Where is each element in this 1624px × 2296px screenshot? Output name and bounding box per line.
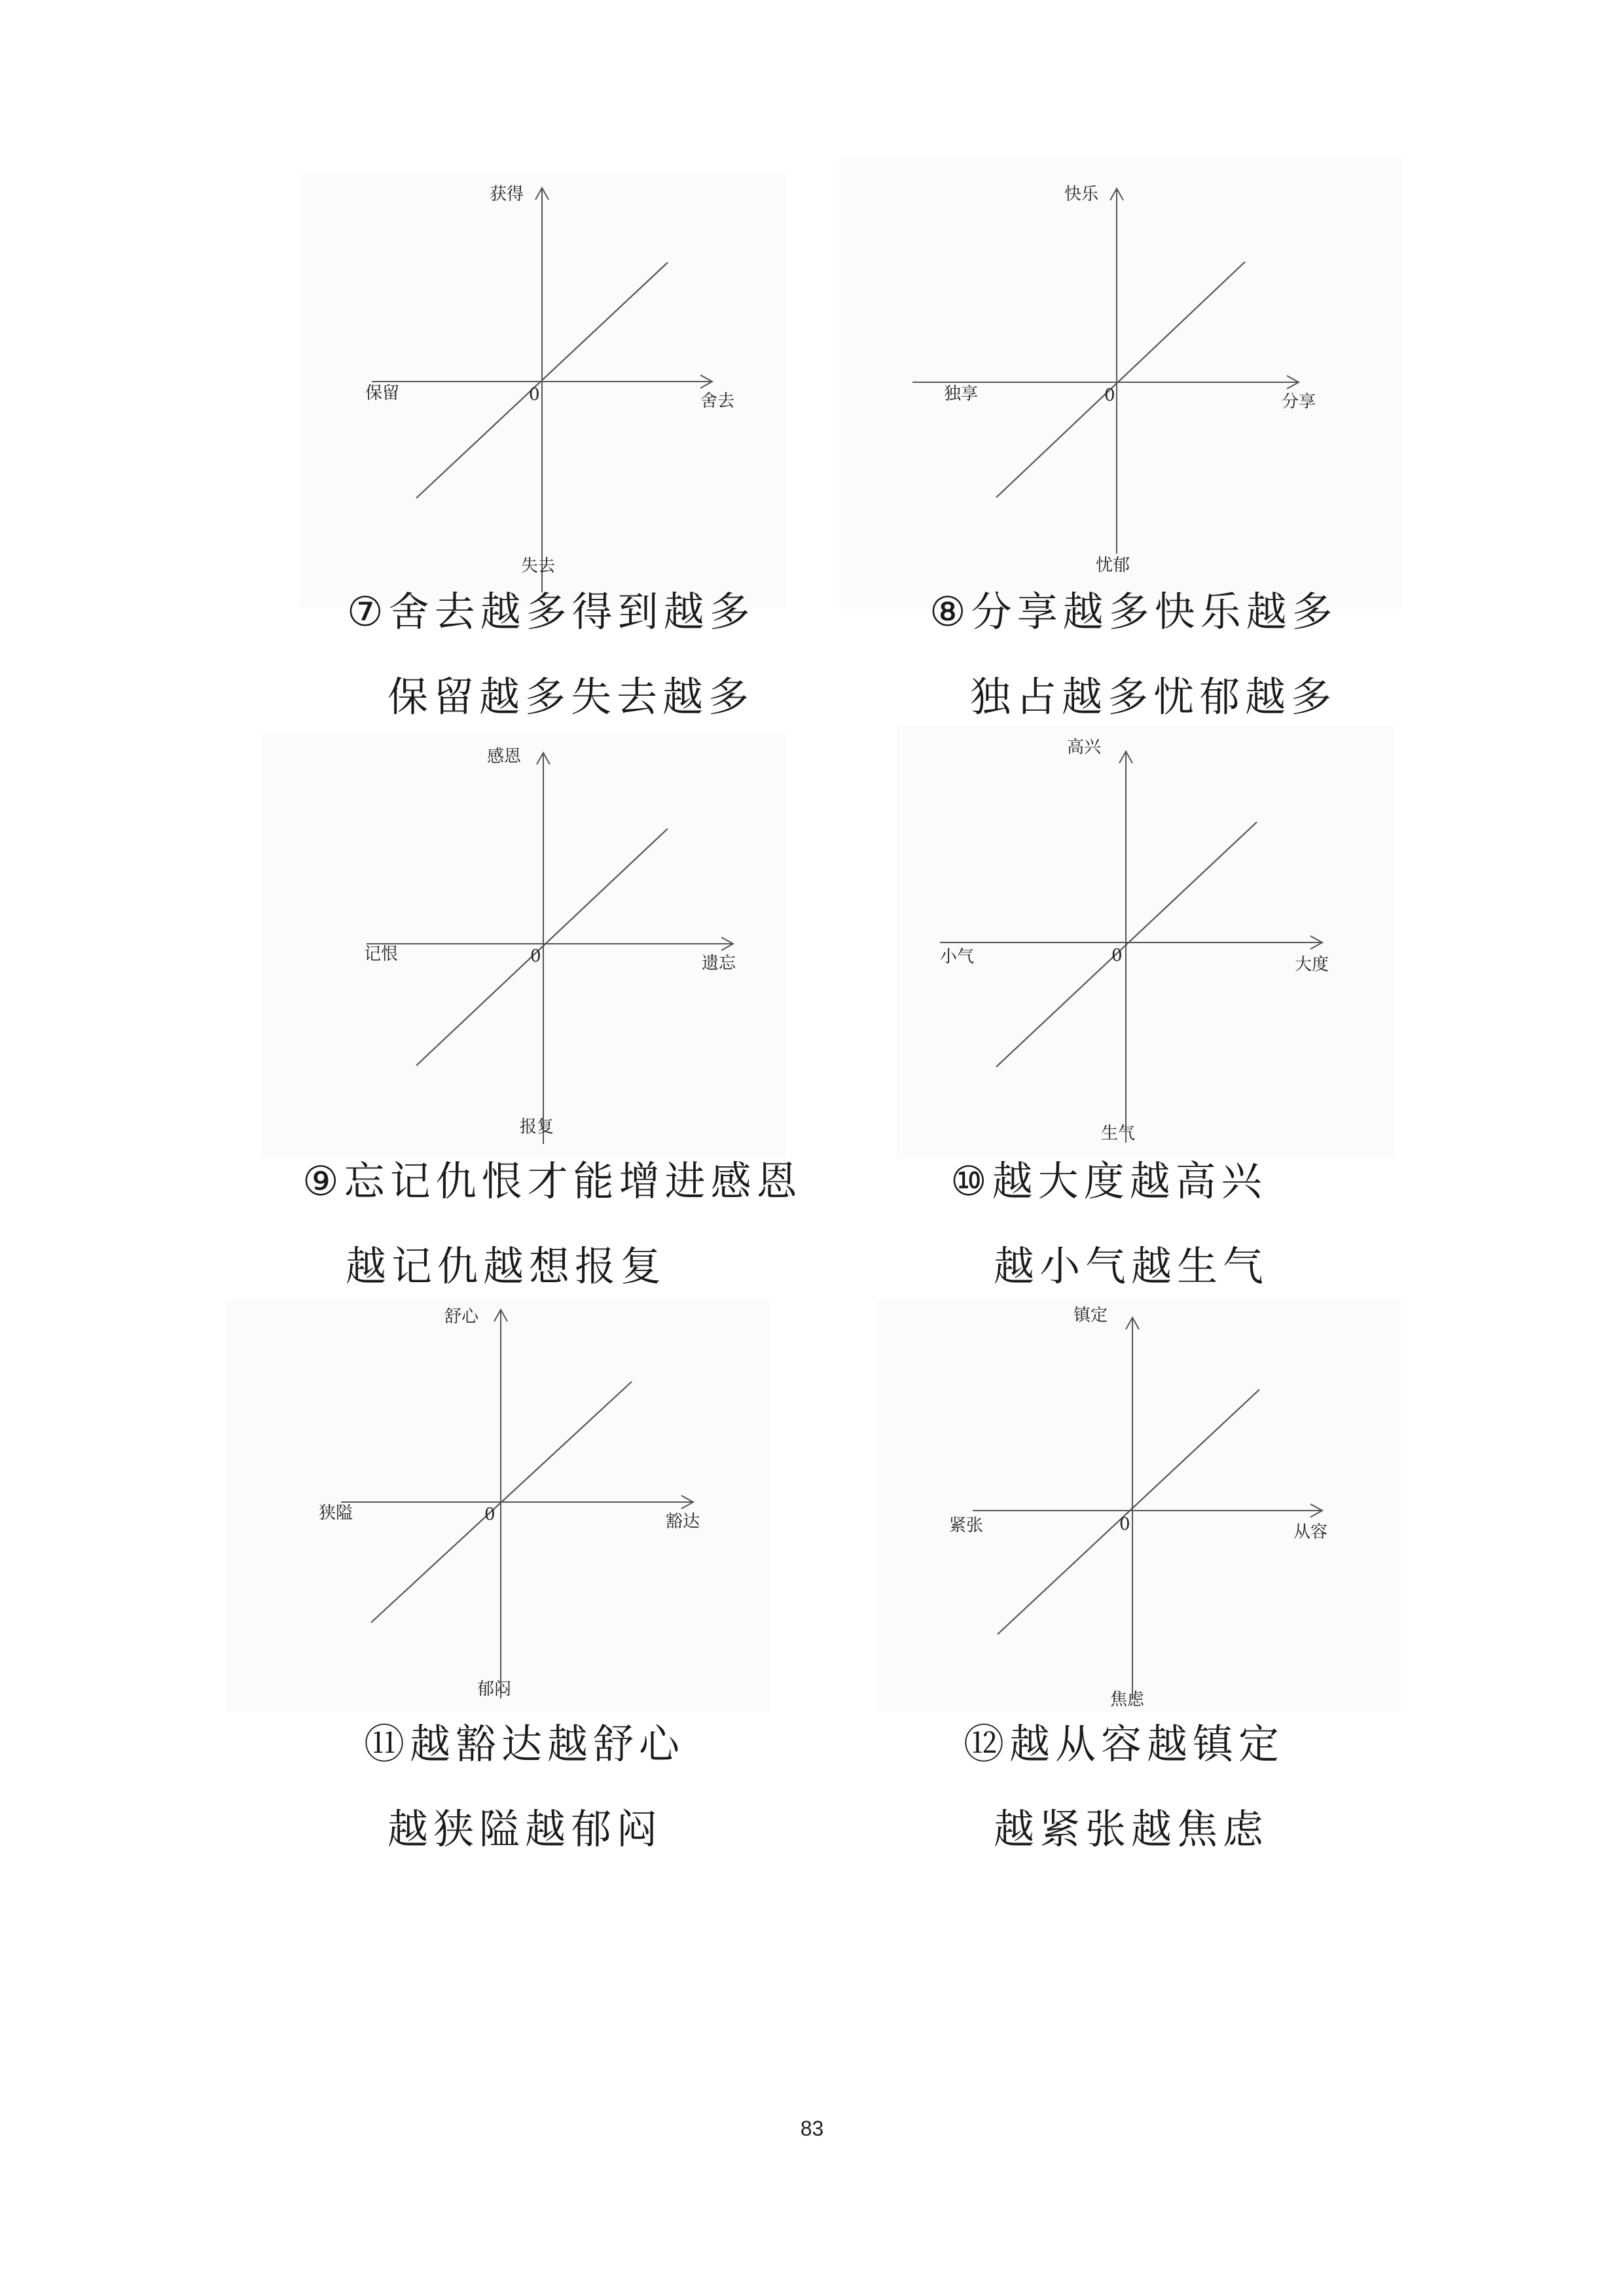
trend-line — [998, 1390, 1259, 1634]
caption-line2-11: 越狭隘越郁闷 — [388, 1805, 663, 1853]
left-label: 紧张 — [949, 1516, 984, 1535]
axis-diagram-7 — [300, 173, 785, 607]
bottom-label: 生气 — [1101, 1124, 1136, 1143]
top-label: 镇定 — [1074, 1306, 1108, 1325]
origin-label: 0 — [529, 385, 540, 404]
top-label: 高兴 — [1067, 738, 1102, 757]
diagram-panel-7 — [300, 173, 785, 607]
caption-line1-8: ⑧分享越多快乐越多 — [929, 588, 1338, 636]
axis-diagram-10 — [897, 726, 1394, 1158]
caption-line2-9: 越记仇越想报复 — [346, 1242, 667, 1290]
caption-line1-7: ⑦舍去越多得到越多 — [347, 588, 755, 636]
diagram-panel-10 — [897, 726, 1394, 1158]
diagram-panel-8 — [839, 157, 1402, 609]
right-label: 大度 — [1295, 955, 1329, 975]
origin-label: 0 — [1104, 386, 1115, 405]
bottom-label: 报复 — [520, 1117, 554, 1137]
left-label: 独享 — [944, 384, 979, 404]
diagram-panel-11 — [226, 1299, 769, 1712]
left-label: 小气 — [940, 947, 975, 967]
origin-label: 0 — [484, 1505, 496, 1524]
bottom-label: 郁闷 — [477, 1679, 512, 1699]
page-number: 83 — [800, 2117, 824, 2140]
caption-line2-12: 越紧张越焦虑 — [994, 1805, 1269, 1853]
top-label: 获得 — [490, 185, 524, 204]
caption-line1-10: ⑩越大度越高兴 — [950, 1157, 1267, 1205]
right-label: 遗忘 — [702, 954, 736, 973]
caption-line2-10: 越小气越生气 — [994, 1242, 1269, 1290]
top-label: 感恩 — [487, 747, 522, 766]
caption-line1-12: ⑫越从容越镇定 — [964, 1720, 1285, 1768]
left-label: 记恨 — [364, 944, 399, 964]
caption-line2-8: 独占越多忧郁越多 — [970, 673, 1337, 721]
top-label: 快乐 — [1064, 185, 1099, 204]
diagram-panel-12 — [877, 1299, 1401, 1712]
right-label: 分享 — [1282, 392, 1316, 412]
axis-diagram-9 — [262, 733, 785, 1158]
origin-label: 0 — [1111, 946, 1123, 965]
bottom-label: 失去 — [521, 556, 556, 576]
axis-diagram-12 — [877, 1299, 1401, 1712]
axis-diagram-11 — [226, 1299, 769, 1712]
right-label: 舍去 — [700, 391, 735, 411]
trend-line — [416, 829, 668, 1066]
trend-line — [996, 262, 1245, 497]
bottom-label: 焦虑 — [1110, 1690, 1145, 1710]
caption-line1-9: ⑨忘记仇恨才能增进感恩 — [302, 1157, 803, 1205]
left-label: 保留 — [365, 384, 400, 403]
origin-label: 0 — [530, 946, 541, 966]
caption-line1-11: ⑪越豁达越舒心 — [364, 1720, 685, 1768]
bottom-label: 忧郁 — [1096, 556, 1130, 575]
right-label: 从容 — [1293, 1522, 1328, 1542]
caption-line2-7: 保留越多失去越多 — [388, 673, 755, 721]
left-label: 狭隘 — [319, 1503, 353, 1523]
axis-diagram-8 — [839, 157, 1402, 609]
right-label: 豁达 — [666, 1512, 700, 1532]
top-label: 舒心 — [444, 1307, 479, 1327]
origin-label: 0 — [1119, 1515, 1130, 1534]
diagram-panel-9 — [262, 733, 785, 1158]
